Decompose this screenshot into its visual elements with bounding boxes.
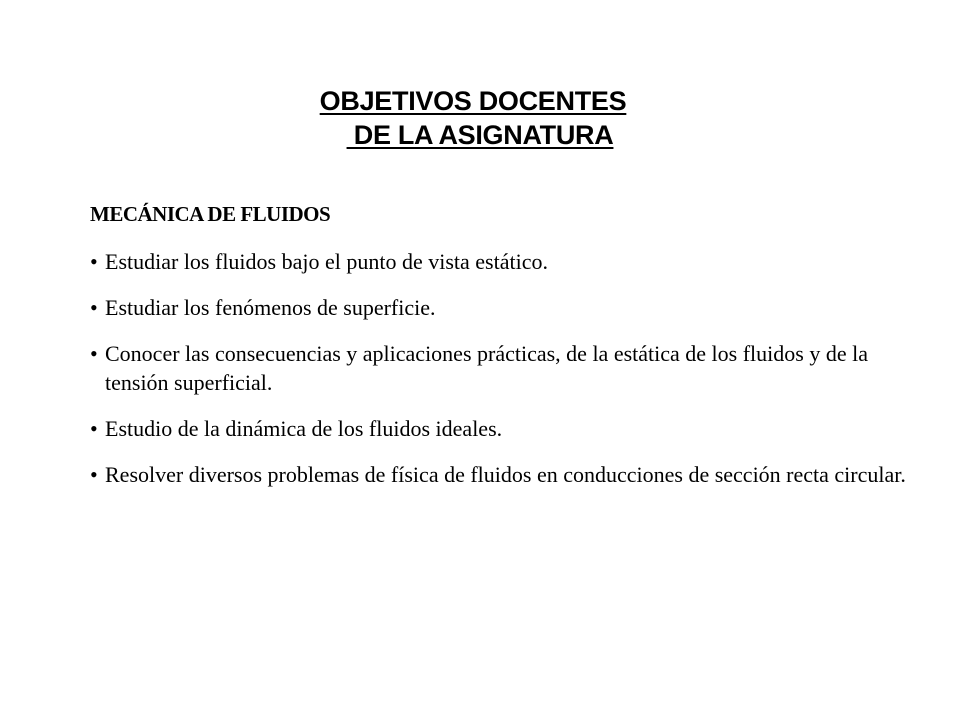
bullet-marker: •: [90, 341, 98, 366]
bullet-marker: •: [90, 249, 98, 274]
bullet-text: Estudio de la dinámica de los fluidos ideales.: [105, 416, 503, 441]
slide-title: [0, 84, 960, 152]
bullet-text: Resolver diversos problemas de física de fluidos en conducciones de sección recta circular.: [105, 462, 906, 487]
bullet-item: [90, 247, 910, 276]
bullet-marker: •: [90, 416, 98, 441]
bullet-text: Estudiar los fluidos bajo el punto de vista estático.: [105, 249, 548, 274]
subject-heading: MECÁNICA DE FLUIDOS: [90, 202, 331, 226]
title-line-2: DE LA ASIGNATURA: [346, 120, 614, 150]
bullet-text: Conocer las consecuencias y aplicaciones prácticas, de la estática de los fluidos y de la tensión superficial.: [105, 341, 868, 395]
bullet-text: Estudiar los fenómenos de superficie.: [105, 295, 436, 320]
bullet-item: [90, 293, 910, 322]
bullet-item: [90, 339, 910, 397]
title-line-1: OBJETIVOS DOCENTES: [319, 86, 627, 116]
bullet-marker: •: [90, 462, 98, 487]
bullet-marker: •: [90, 295, 98, 320]
slide-content: [90, 200, 910, 506]
bullet-item: [90, 414, 910, 443]
bullet-item: [90, 460, 910, 489]
